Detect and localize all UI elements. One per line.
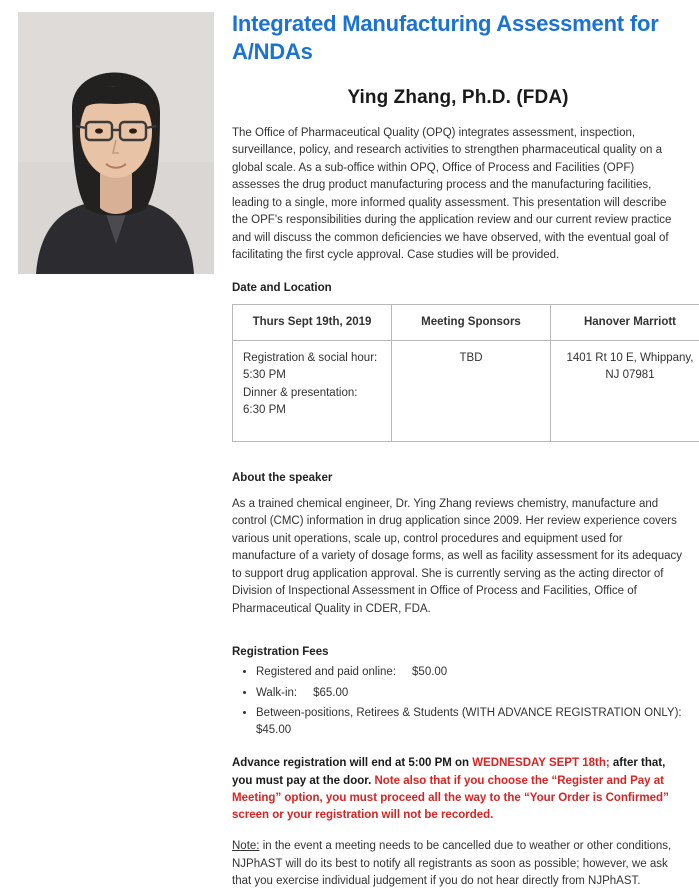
list-item bbox=[256, 685, 684, 702]
address-line: NJ 07981 bbox=[561, 367, 699, 384]
cancellation-note-text: in the event a meeting needs to be cancelled due to weather or other conditions, NJPhAST will do its best to notify all registrants as soon as possible; however, we ask that you exercise individual judgement if you do not hear directly from NJPhAST. bbox=[232, 840, 671, 887]
table-header-row bbox=[233, 304, 699, 340]
fee-label: Registered and paid online: bbox=[256, 666, 396, 678]
notice-part-1: Advance registration will end at 5:00 PM on bbox=[232, 757, 472, 769]
about-speaker-heading: About the speaker bbox=[232, 472, 684, 484]
content-column bbox=[232, 0, 684, 891]
abstract-text: The Office of Pharmaceutical Quality (OPQ) integrates assessment, inspection, surveillance, policy, and research activities to strengthen pharmaceutical quality on a global scale. As a sub-office within OPQ, Office of Process and Facilities (OPF) assesses the drug product manufacturing process and the manufacturing facilities, leading to a single, more informed quality assessment. This presentation will describe the OPF's responsibilities during the application review and our current review practice and will discuss the common deficiencies we have observed, with the eventual goal of facilitating the first cycle approval. Case studies will be provided. bbox=[232, 125, 684, 265]
fee-price: $50.00 bbox=[396, 666, 447, 678]
notice-deadline: WEDNESDAY SEPT 18th; bbox=[472, 757, 609, 769]
page-title: Integrated Manufacturing Assessment for A/NDAs bbox=[232, 10, 684, 65]
speaker-photo-column bbox=[18, 12, 214, 274]
schedule-line: Dinner & presentation: bbox=[243, 385, 381, 402]
address-line: 1401 Rt 10 E, Whippany, bbox=[561, 350, 699, 367]
date-location-heading: Date and Location bbox=[232, 282, 684, 294]
about-speaker-text: As a trained chemical engineer, Dr. Ying Zhang reviews chemistry, manufacture and control (CMC) information in drug application since 2009. Her review experience covers various unit operations, scale up, control procedures and equipment used for manufacture of a variety of dosage forms, as well as facility assessment for its adequacy to support drug application approval. She is currently serving as the acting director of Division of Inspectional Assessment in Office of Process and Facilities, Office of Pharmaceutical Quality in CDER, FDA. bbox=[232, 496, 684, 618]
speaker-name: Ying Zhang, Ph.D. (FDA) bbox=[232, 87, 684, 109]
notice-warning: Note also that if you choose the “Register and Pay at Meeting” option, you must proceed all the way to the “Your Order is Confirmed” screen or your registration will not be recorded. bbox=[232, 775, 669, 822]
list-item bbox=[256, 705, 684, 740]
table-header-sponsors: Meeting Sponsors bbox=[392, 304, 551, 340]
schedule-line: 5:30 PM bbox=[243, 367, 381, 384]
fee-label: Walk-in: bbox=[256, 687, 297, 699]
table-header-date: Thurs Sept 19th, 2019 bbox=[233, 304, 392, 340]
cancellation-note bbox=[232, 838, 684, 890]
registration-fees-heading: Registration Fees bbox=[232, 646, 684, 658]
list-item bbox=[256, 664, 684, 681]
schedule-line: Registration & social hour: bbox=[243, 350, 381, 367]
table-header-venue: Hanover Marriott bbox=[551, 304, 699, 340]
date-location-table bbox=[232, 304, 699, 442]
cancellation-note-label: Note: bbox=[232, 840, 260, 852]
cell-address bbox=[551, 341, 699, 442]
cell-sponsors: TBD bbox=[392, 341, 551, 442]
advance-registration-notice bbox=[232, 755, 684, 824]
speaker-photo bbox=[18, 12, 214, 274]
table-row bbox=[233, 341, 699, 442]
notice-part-2: after that, you must pay at the door. bbox=[232, 757, 665, 786]
fee-label: Between-positions, Retirees & Students (WITH ADVANCE REGISTRATION ONLY): $45.00 bbox=[256, 707, 682, 736]
cell-schedule bbox=[233, 341, 392, 442]
fee-price: $65.00 bbox=[297, 687, 348, 699]
registration-fees-list bbox=[232, 664, 684, 739]
schedule-line: 6:30 PM bbox=[243, 402, 381, 419]
speaker-portrait-icon bbox=[18, 12, 214, 274]
